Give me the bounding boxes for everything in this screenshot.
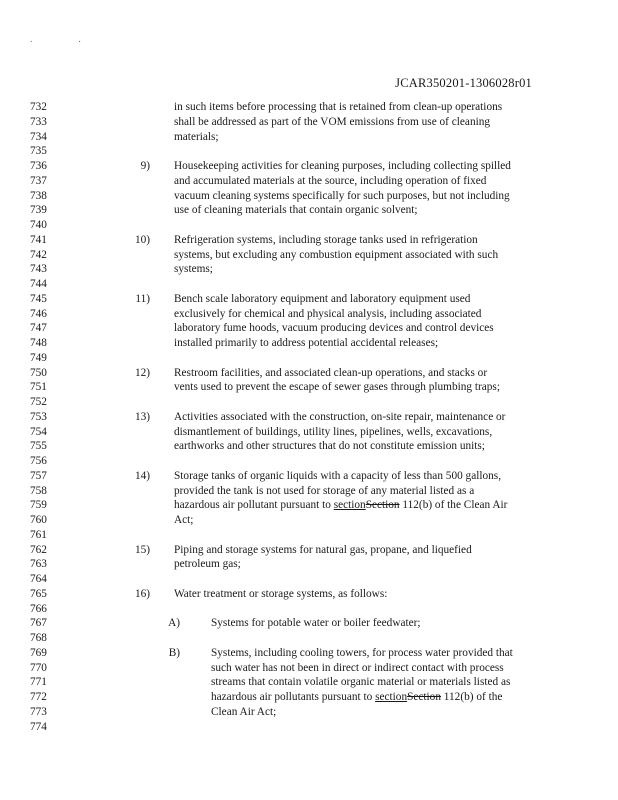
document-line xyxy=(0,602,618,617)
line-text: Restroom facilities, and associated clean-up operations, and stacks or xyxy=(174,366,488,379)
line-number: 770 xyxy=(30,661,47,674)
line-number: 738 xyxy=(30,189,47,202)
line-number: 734 xyxy=(30,130,47,143)
line-number: 756 xyxy=(30,455,47,467)
line-text: Clean Air Act; xyxy=(211,705,277,718)
line-number: 766 xyxy=(30,602,47,615)
scan-specks: . . xyxy=(30,34,103,44)
line-text: streams that contain volatile organic material or materials listed as xyxy=(211,676,511,689)
inserted-text: section xyxy=(375,691,408,703)
document-line xyxy=(0,100,618,115)
deleted-text: Section xyxy=(407,691,441,703)
line-text: systems, but excluding any combustion equipment associated with such xyxy=(174,248,499,261)
line-text: earthworks and other structures that do not constitute emission units; xyxy=(174,440,485,453)
amended-text-after: 112(b) of the Clean Air xyxy=(399,499,508,512)
line-number: 753 xyxy=(30,410,47,423)
item-number: 10) xyxy=(134,233,150,246)
line-text: Systems, including cooling towers, for process water provided that xyxy=(211,646,513,659)
document-line xyxy=(0,454,618,469)
line-number: 739 xyxy=(30,204,47,217)
line-number: 744 xyxy=(30,278,47,290)
document-line xyxy=(0,469,618,484)
line-number: 737 xyxy=(30,174,47,187)
line-number: 762 xyxy=(30,543,47,556)
line-text: in such items before processing that is retained from clean-up operations xyxy=(174,101,503,113)
document-line xyxy=(0,277,618,292)
document-line xyxy=(0,307,618,322)
document-id-header: JCAR350201-1306028r01 xyxy=(395,76,532,90)
document-line xyxy=(0,484,618,499)
document-line xyxy=(0,395,618,410)
amended-text-after: 112(b) of the xyxy=(440,691,503,703)
line-text-amended xyxy=(174,498,507,513)
document-line xyxy=(0,425,618,440)
document-line xyxy=(0,218,618,233)
line-number: 771 xyxy=(30,676,47,689)
line-number: 755 xyxy=(30,440,47,453)
document-line xyxy=(0,159,618,174)
line-number: 759 xyxy=(30,499,47,512)
line-text: use of cleaning materials that contain organic solvent; xyxy=(174,204,418,217)
document-line xyxy=(0,380,618,395)
line-number: 743 xyxy=(30,263,47,276)
document-line xyxy=(0,690,618,705)
line-number: 773 xyxy=(30,705,47,718)
document-line xyxy=(0,675,618,690)
item-number: 13) xyxy=(134,410,150,423)
document-line xyxy=(0,351,618,366)
document-line xyxy=(0,292,618,307)
line-number: 733 xyxy=(30,115,47,128)
item-number: 9) xyxy=(140,160,150,172)
document-line xyxy=(0,248,618,263)
line-text: shall be addressed as part of the VOM emissions from use of cleaning xyxy=(174,115,491,128)
item-number: 11) xyxy=(135,292,150,305)
line-number: 763 xyxy=(30,558,47,571)
document-line xyxy=(0,366,618,381)
document-line xyxy=(0,705,618,720)
document-line xyxy=(0,631,618,646)
line-text: Bench scale laboratory equipment and laboratory equipment used xyxy=(174,292,471,305)
line-number: 767 xyxy=(30,617,47,630)
line-text: Activities associated with the construction, on-site repair, maintenance or xyxy=(174,410,506,423)
line-number: 768 xyxy=(30,632,47,644)
line-number: 742 xyxy=(30,248,47,261)
item-number: 14) xyxy=(134,469,150,482)
line-text: Refrigeration systems, including storage tanks used in refrigeration xyxy=(174,233,478,246)
line-number: 748 xyxy=(30,337,47,349)
line-number: 757 xyxy=(30,469,47,482)
document-line xyxy=(0,528,618,543)
line-text: vents used to prevent the escape of sewer gases through plumbing traps; xyxy=(174,381,500,394)
line-number: 746 xyxy=(30,307,47,320)
line-text: provided the tank is not used for storage of any material listed as a xyxy=(174,484,475,497)
line-text: exclusively for chemical and physical analysis, including associated xyxy=(174,307,482,320)
document-line xyxy=(0,233,618,248)
line-number: 758 xyxy=(30,484,47,497)
line-text: Housekeeping activities for cleaning purposes, including collecting spilled xyxy=(174,160,511,172)
amended-text-before: hazardous air pollutant pursuant to xyxy=(174,499,334,512)
document-line xyxy=(0,410,618,425)
line-number: 769 xyxy=(30,646,47,659)
document-line xyxy=(0,262,618,277)
document-line xyxy=(0,646,618,661)
document-line xyxy=(0,203,618,218)
line-number: 745 xyxy=(30,292,47,305)
line-text: Act; xyxy=(174,514,194,526)
deleted-text: Section xyxy=(365,499,400,512)
line-text-amended xyxy=(211,690,502,705)
line-text: Piping and storage systems for natural gas, propane, and liquefied xyxy=(174,543,472,556)
line-text: such water has not been in direct or indirect contact with process xyxy=(211,661,504,674)
line-number: 749 xyxy=(30,351,47,364)
line-text: vacuum cleaning systems specifically for such purposes, but not including xyxy=(174,189,510,202)
line-number: 761 xyxy=(30,528,47,541)
document-line xyxy=(0,661,618,676)
line-text: systems; xyxy=(174,263,213,276)
line-text: dismantlement of buildings, utility lines, pipelines, wells, excavations, xyxy=(174,425,493,438)
document-line xyxy=(0,616,618,631)
document-line xyxy=(0,115,618,130)
line-text: Systems for potable water or boiler feedwater; xyxy=(211,617,421,630)
line-number: 760 xyxy=(30,514,47,526)
line-number: 732 xyxy=(30,101,47,113)
line-text: materials; xyxy=(174,130,219,143)
amended-text-before: hazardous air pollutants pursuant to xyxy=(211,691,376,703)
line-text: installed primarily to address potential accidental releases; xyxy=(174,337,439,349)
document-line xyxy=(0,557,618,572)
document-line xyxy=(0,513,618,528)
line-number: 772 xyxy=(30,691,47,703)
line-number: 754 xyxy=(30,425,47,438)
line-number: 740 xyxy=(30,219,47,231)
document-line xyxy=(0,572,618,587)
item-number: 12) xyxy=(134,366,150,379)
item-number: 16) xyxy=(134,587,150,600)
line-number: 736 xyxy=(30,160,47,172)
document-line xyxy=(0,498,618,513)
item-number: A) xyxy=(168,617,180,630)
inserted-text: section xyxy=(333,499,366,512)
line-number: 751 xyxy=(30,381,47,394)
document-line xyxy=(0,720,618,735)
document-line xyxy=(0,321,618,336)
document-line xyxy=(0,543,618,558)
document-line xyxy=(0,144,618,159)
document-body xyxy=(0,100,618,734)
document-line xyxy=(0,189,618,204)
document-line xyxy=(0,174,618,189)
line-text: Water treatment or storage systems, as follows: xyxy=(174,587,388,600)
line-number: 735 xyxy=(30,145,47,158)
line-text: laboratory fume hoods, vacuum producing devices and control devices xyxy=(174,322,494,335)
line-number: 750 xyxy=(30,366,47,379)
document-line xyxy=(0,130,618,145)
document-line xyxy=(0,336,618,351)
line-number: 774 xyxy=(30,720,47,733)
line-number: 764 xyxy=(30,573,47,585)
line-text: and accumulated materials at the source, including operation of fixed xyxy=(174,174,487,187)
line-number: 747 xyxy=(30,322,47,335)
item-number: B) xyxy=(168,646,180,659)
line-number: 741 xyxy=(30,233,47,246)
line-text: Storage tanks of organic liquids with a capacity of less than 500 gallons, xyxy=(174,469,502,482)
line-text: petroleum gas; xyxy=(174,558,241,571)
line-number: 752 xyxy=(30,396,47,408)
item-number: 15) xyxy=(134,543,150,556)
line-number: 765 xyxy=(30,587,47,600)
document-line xyxy=(0,587,618,602)
document-line xyxy=(0,439,618,454)
